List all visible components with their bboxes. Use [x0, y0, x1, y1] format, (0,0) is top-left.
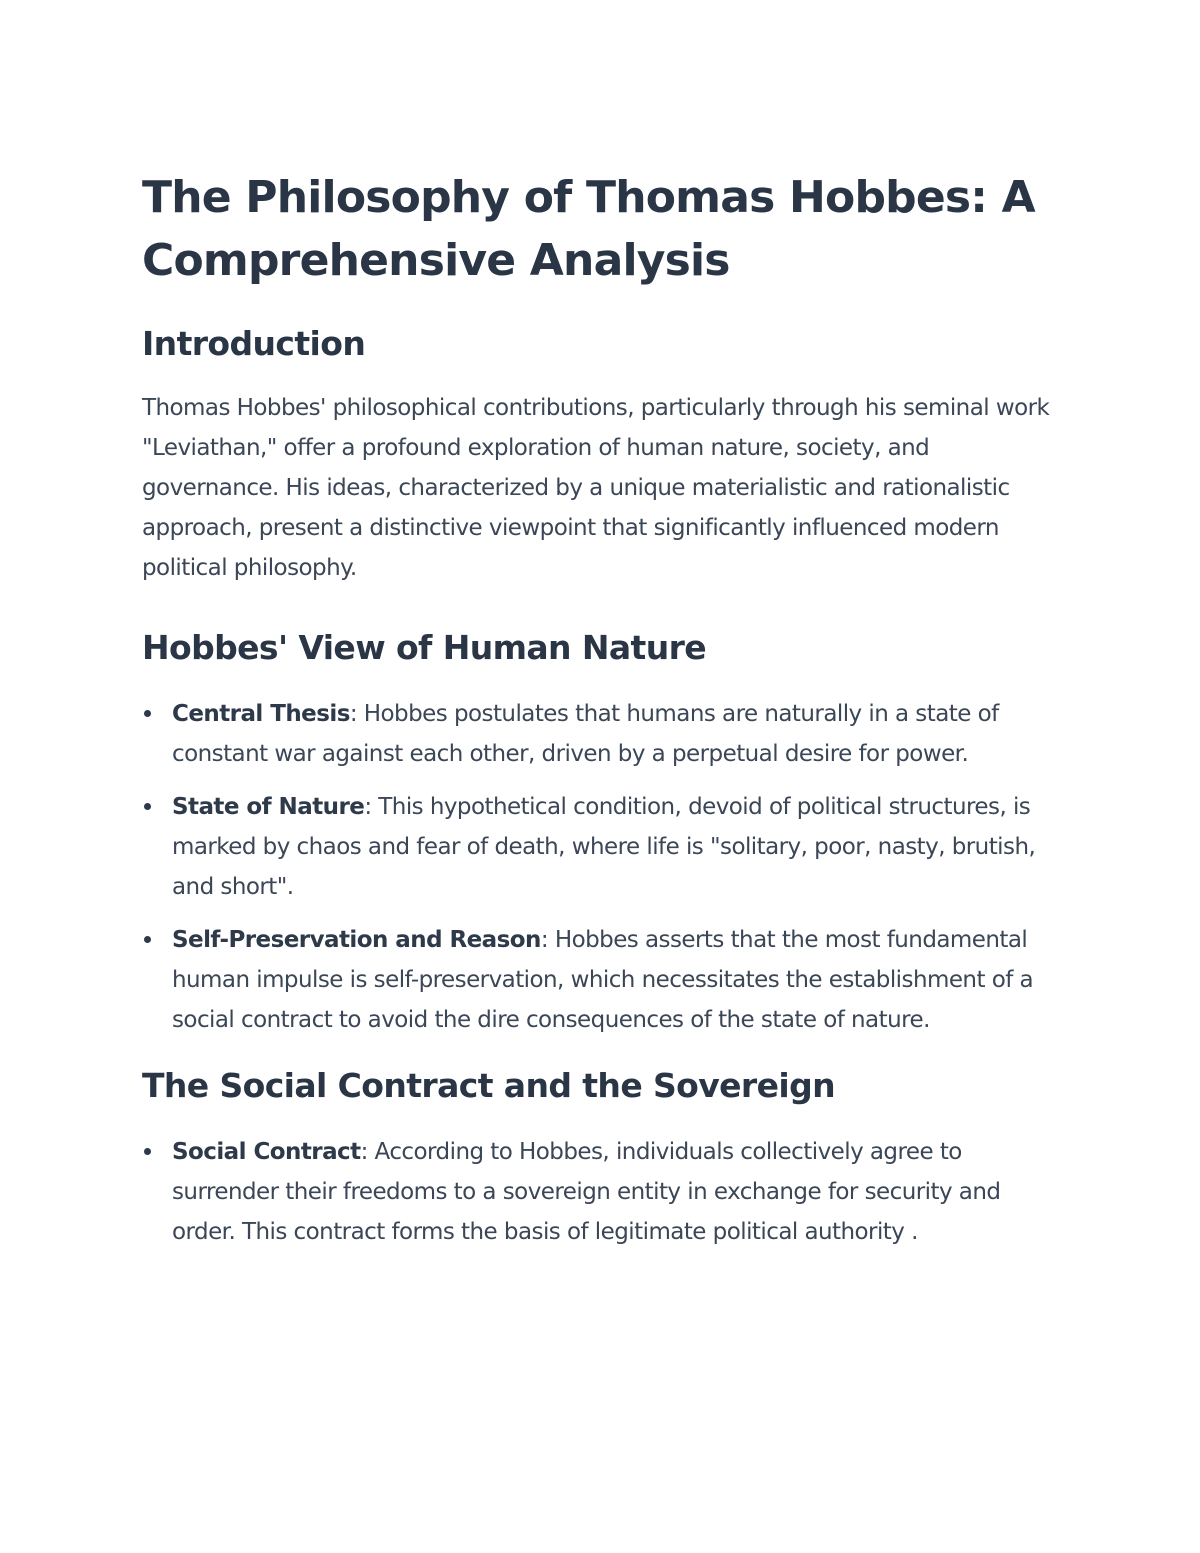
introduction-paragraph: Thomas Hobbes' philosophical contributions, particularly through his seminal work "Leviathan," offer a profound exploration of human nature, society, and governance. His ideas, characterized by a unique materialistic and rationalistic approach, present a distinctive viewpoint that significantly influenced modern political philosophy.: [142, 395, 1050, 581]
list-item-term: Social Contract: [172, 1139, 361, 1165]
list-item-term: State of Nature: [172, 794, 365, 820]
social-contract-list: [142, 1132, 1062, 1252]
list-item-term: Central Thesis: [172, 701, 350, 727]
bullet-icon: [144, 936, 151, 943]
page-title: The Philosophy of Thomas Hobbes: A Comprehensive Analysis: [142, 172, 1035, 286]
list-item-text: : Hobbes asserts that the most fundamental human impulse is self-preservation, which necessitates the establishment of a social contract to avoid the dire consequences of the state of nature.: [172, 927, 1034, 1033]
list-item-text: : According to Hobbes, individuals collectively agree to surrender their freedoms to a sovereign entity in exchange for security and order. This contract forms the basis of legitimate political authority .: [172, 1139, 1001, 1245]
list-item: [142, 920, 1062, 1040]
list-item-term: Self-Preservation and Reason: [172, 927, 541, 953]
bullet-icon: [144, 803, 151, 810]
bullet-icon: [144, 1148, 151, 1155]
section-heading-social-contract: The Social Contract and the Sovereign: [142, 1066, 836, 1105]
list-item: [142, 1132, 1062, 1252]
bullet-icon: [144, 710, 151, 717]
list-item: [142, 787, 1062, 907]
list-item: [142, 694, 1062, 774]
document-body: [142, 166, 1062, 1265]
section-heading-introduction: Introduction: [142, 324, 366, 363]
human-nature-list: [142, 694, 1062, 1040]
section-heading-human-nature: Hobbes' View of Human Nature: [142, 628, 707, 667]
list-item-text: : This hypothetical condition, devoid of political structures, is marked by chaos and fear of death, where life is "solitary, poor, nasty, brutish, and short".: [172, 794, 1036, 900]
list-item-text: : Hobbes postulates that humans are naturally in a state of constant war against each other, driven by a perpetual desire for power.: [172, 701, 999, 767]
